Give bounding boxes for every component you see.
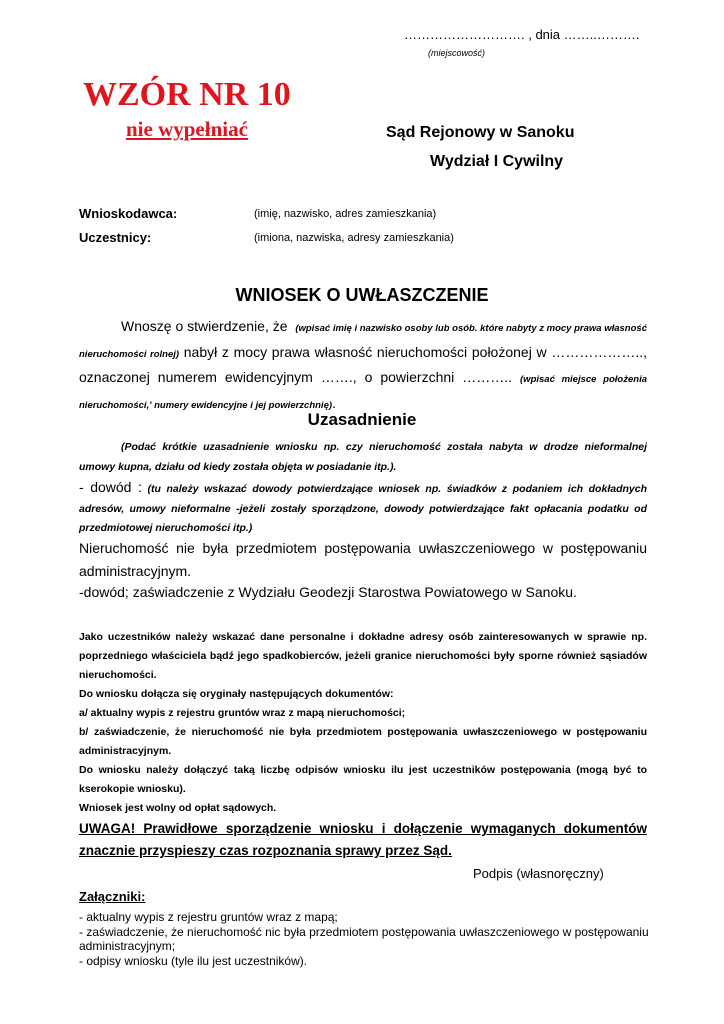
warning: UWAGA! Prawidłowe sporządzenie wniosku i dołączenie wymaganych dokumentów znacznie przyspieszy czas rozpoznania sprawy przez Sąd. — [79, 821, 647, 858]
court-name: Sąd Rejonowy w Sanoku — [386, 124, 575, 141]
request-end: . — [332, 394, 336, 411]
court-department: Wydział I Cywilny — [430, 153, 564, 170]
evidence-paragraph — [79, 478, 647, 539]
instruction-documents: Do wniosku dołącza się oryginały następujących dokumentów: — [79, 688, 394, 700]
request-hint-person: (wpisać imię i nazwisko osoby lub osób. które nabyty z mocy prawa własność nieruchomości rolnej) — [79, 323, 647, 360]
request-text: Wnoszę o stwierdzenie, że — [121, 318, 288, 334]
attachment-item: - zaświadczenie, że nieruchomość nic była przedmiotem postępowania uwłaszczeniowego w postępowaniu administracyjnym; — [79, 924, 649, 953]
attachments-heading: Załączniki: — [79, 889, 146, 904]
justification-heading: Uzasadnienie — [307, 410, 417, 429]
statement: Nieruchomość nie była przedmiotem postępowania uwłaszczeniowego w postępowaniu administracyjnym. — [79, 540, 647, 579]
instruction-copies: Do wniosku należy dołączyć taką liczbę odpisów wniosku ilu jest uczestników postępowania (mogą być to kserokopie wniosku). — [79, 764, 647, 795]
place-hint: (miejscowość) — [428, 48, 486, 58]
participants-label: Uczestnicy: — [79, 230, 152, 245]
stamp-title: WZÓR NR 10 — [83, 76, 291, 113]
request-hint-location: (wpisać miejsce położenia nieruchomości,' numery ewidencyjne i jej powierzchnię) — [79, 374, 647, 411]
evidence-hint: (tu należy wskazać dowody potwierdzające wniosek np. świadków z podaniem ich dokładnych adresów, umowy nieformalne -jeżeli zostały sporządzone, dowody potwierdzające fakt opłacania podatku od przedmiotowej nieruchomości itp.) — [79, 483, 647, 534]
instruction-participants: Jako uczestników należy wskazać dane personalne i dokładne adresy osób zainteresowanych w sprawie np. poprzedniego właściciela bądź jego spadkobierców, jeżeli granice nieruchomości były sporne również sąsiadów nieruchomości. — [79, 631, 647, 681]
instruction-item-b: b/ zaświadczenie, że nieruchomość nie była przedmiotem postępowania uwłaszczeniowego w postępowaniu administracyjnym. — [79, 726, 647, 757]
signature-label: Podpis (własnoręczny) — [473, 866, 604, 881]
instructions — [79, 628, 647, 818]
evidence-label: - dowód : — [79, 479, 142, 495]
attachment-item: - aktualny wypis z rejestru gruntów wraz z mapą; — [79, 910, 338, 924]
request-text-property: nabył z mocy prawa własność nieruchomości położonej w ……………….., oznaczonej numerem ewidencyjnym ……., o powierzchni ……….. — [79, 343, 647, 385]
justification-hint: (Podać krótkie uzasadnienie wniosku np. czy nieruchomość została nabyta w drodze nieformalnej umowy kupna, działu od kiedy została objęta w posiadanie itp.). — [79, 441, 647, 473]
place-date-line: ………………………. , dnia ……..………. — [404, 27, 640, 42]
instruction-fees: Wniosek jest wolny od opłat sądowych. — [79, 802, 277, 814]
request-paragraph — [79, 315, 647, 417]
document-title: WNIOSEK O UWŁASZCZENIE — [235, 285, 489, 305]
attachments-list — [79, 910, 664, 968]
applicant-label: Wnioskodawca: — [79, 206, 178, 221]
applicant-hint: (imię, nazwisko, adres zamieszkania) — [254, 208, 437, 220]
participants-hint: (imiona, nazwiska, adresy zamieszkania) — [254, 232, 454, 244]
evidence-2: -dowód; zaświadczenie z Wydziału Geodezji Starostwa Powiatowego w Sanoku. — [79, 584, 577, 600]
attachment-item: - odpisy wniosku (tyle ilu jest uczestników). — [79, 953, 308, 968]
stamp-subtitle: nie wypełniać — [126, 117, 248, 141]
instruction-item-a: a/ aktualny wypis z rejestru gruntów wraz z mapą nieruchomości; — [79, 707, 406, 719]
